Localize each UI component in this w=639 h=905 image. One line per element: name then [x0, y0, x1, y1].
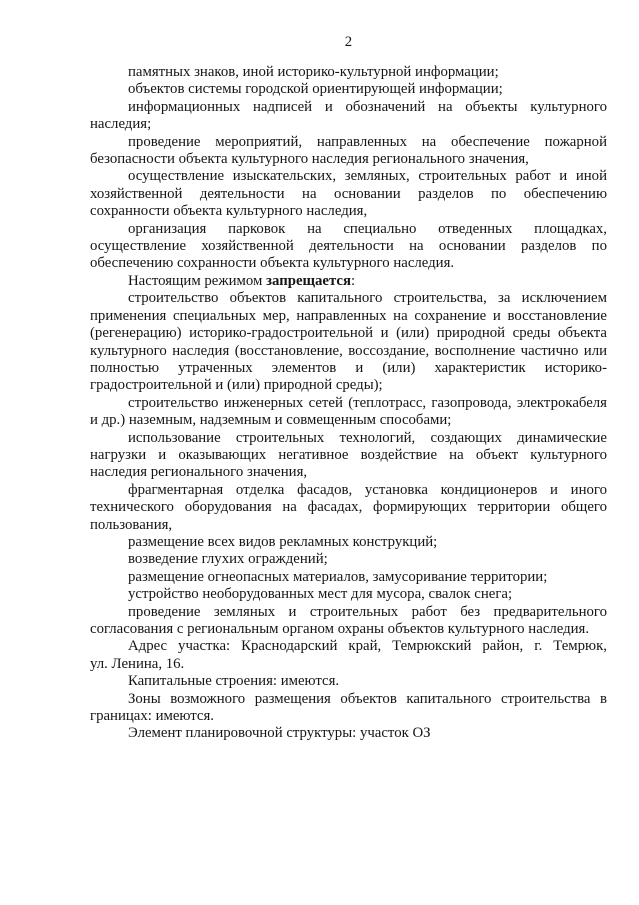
text-line: проведение мероприятий, направленных на обеспечение пожарной	[128, 133, 607, 150]
text-line: объектов системы городской ориентирующей информации;	[128, 81, 503, 98]
document-body	[90, 64, 607, 743]
text-line: размещение огнеопасных материалов, замусоривание территории;	[128, 568, 548, 585]
heading-intro: Настоящим режимом	[128, 272, 267, 289]
text-line: ул. Ленина, 16.	[90, 655, 185, 672]
text-line: наследия;	[90, 116, 152, 133]
text-line: обеспечению сохранности объекта культурного наследия.	[90, 255, 455, 272]
paragraph	[90, 534, 607, 551]
paragraph	[90, 430, 607, 482]
text-line: устройство необорудованных мест для мусора, свалок снега;	[128, 586, 513, 603]
text-line: полностью утраченных элементов и (или) характеристик историко-	[90, 359, 607, 376]
heading-suffix: :	[351, 272, 356, 289]
text-line: памятных знаков, иной историко-культурной информации;	[128, 64, 499, 80]
paragraph	[90, 586, 607, 603]
text-line: организация парковок на специально отведенных площадках,	[128, 220, 607, 237]
paragraph	[90, 395, 607, 430]
text-line: размещение всех видов рекламных конструкций;	[128, 533, 438, 550]
address-paragraph	[90, 638, 607, 673]
paragraph	[90, 604, 607, 639]
text-line: и др.) наземным, надземным и совмещенным способами;	[90, 412, 452, 429]
text-line: нагрузки и оказывающих негативное воздействие на объект культурного	[90, 446, 607, 463]
text-line: границах: имеются.	[90, 708, 214, 725]
text-line: фрагментарная отделка фасадов, установка кондиционеров и иного	[128, 481, 607, 498]
text-line: технического оборудования на фасадах, формирующих территории общего	[90, 499, 607, 516]
text-line: безопасности объекта культурного наследия регионального значения,	[90, 151, 529, 168]
paragraph	[90, 551, 607, 568]
paragraph	[90, 99, 607, 134]
text-line: осуществление хозяйственной деятельности на основании разделов по	[90, 238, 607, 255]
paragraph	[90, 569, 607, 586]
text-line: Зоны возможного размещения объектов капитального строительства в	[128, 690, 607, 707]
paragraph	[90, 64, 607, 81]
paragraph	[90, 482, 607, 534]
page-number: 2	[344, 34, 353, 50]
paragraph	[90, 290, 607, 394]
paragraph	[90, 691, 607, 726]
text-line: наследия регионального значения,	[90, 464, 308, 481]
text-line: Элемент планировочной структуры: участок ОЗ	[128, 725, 431, 742]
text-line	[90, 273, 607, 290]
text-line: сохранности объекта культурного наследия,	[90, 203, 368, 220]
paragraph	[90, 81, 607, 98]
paragraph	[90, 221, 607, 273]
paragraph	[90, 134, 607, 169]
text-line: (регенерацию) историко-градостроительной и (или) природной среды объекта	[90, 325, 607, 342]
text-line: культурного наследия (восстановление, воссоздание, восполнение частично или	[90, 342, 607, 359]
paragraph	[90, 168, 607, 220]
text-line: возведение глухих ограждений;	[128, 551, 328, 568]
text-line: осуществление изыскательских, земляных, строительных работ и иной	[128, 168, 607, 185]
text-line: Капитальные строения: имеются.	[128, 673, 340, 690]
text-line: Адрес участка: Краснодарский край, Темрюкский район, г. Темрюк,	[128, 638, 607, 655]
text-line: строительство инженерных сетей (теплотрасс, газопровода, электрокабеля	[128, 394, 607, 411]
prohibition-heading	[90, 273, 607, 290]
text-line: проведение земляных и строительных работ без предварительного	[128, 603, 607, 620]
paragraph	[90, 725, 607, 742]
text-line: строительство объектов капитального строительства, за исключением	[128, 290, 607, 307]
text-line: использование строительных технологий, создающих динамические	[128, 429, 607, 446]
text-line: хозяйственной деятельности на основании разделов по обеспечению	[90, 185, 607, 202]
text-line: градостроительной и (или) природной среды);	[90, 377, 383, 394]
text-line: информационных надписей и обозначений на объекты культурного	[128, 98, 607, 115]
text-line: применения специальных мер, направленных на сохранение и восстановление	[90, 307, 607, 324]
heading-emphasis: запрещается	[266, 272, 351, 289]
text-line: пользования,	[90, 516, 173, 533]
text-line: согласования с региональным органом охраны объектов культурного наследия.	[90, 621, 590, 637]
paragraph	[90, 673, 607, 690]
